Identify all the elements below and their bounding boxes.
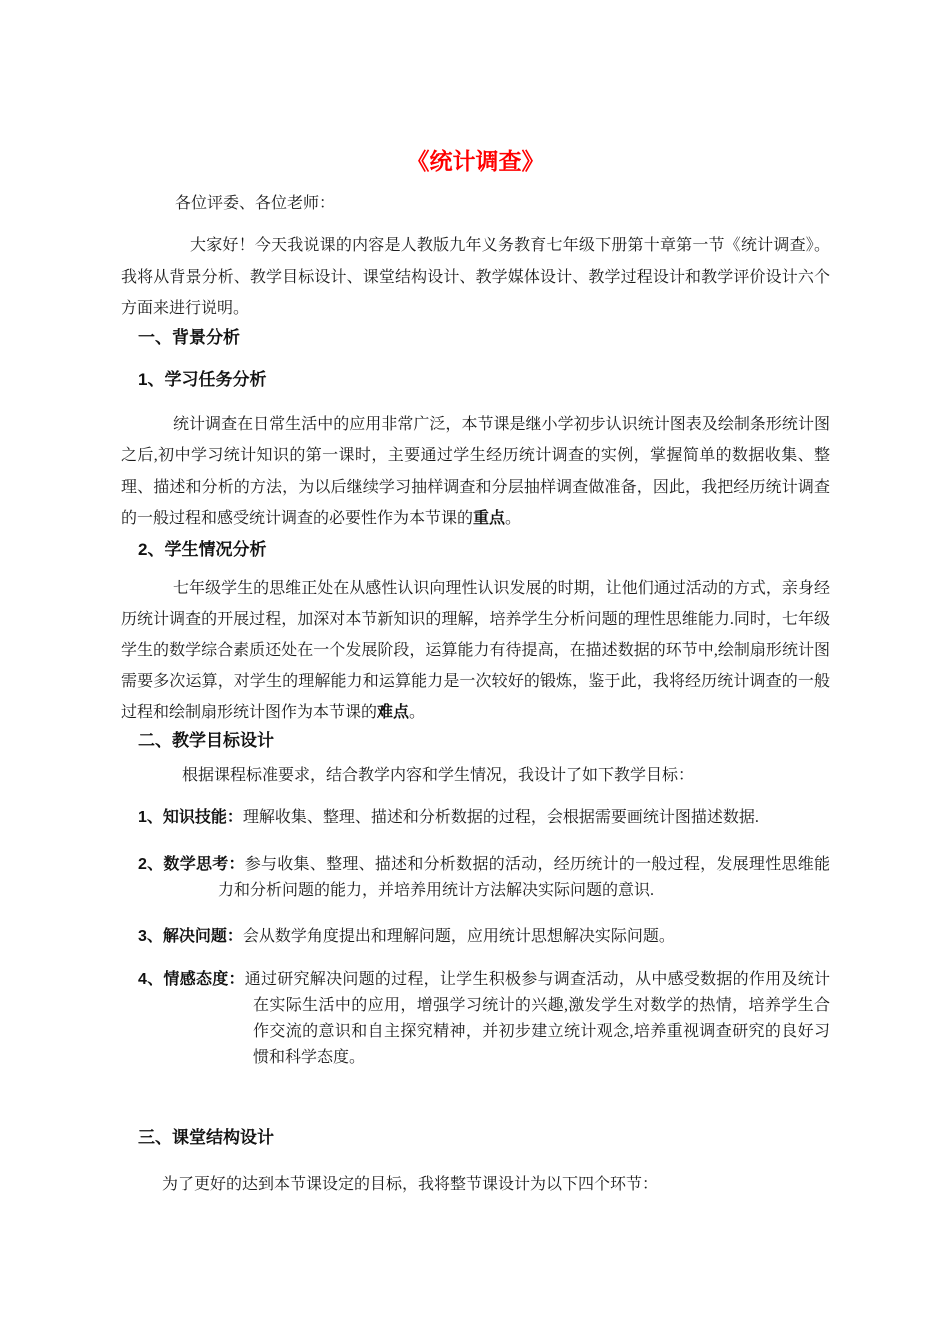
greeting-line: 各位评委、各位老师： — [175, 195, 336, 212]
emphasis-key-point: 重点 — [473, 510, 506, 527]
student-analysis-suffix: 。 — [409, 703, 426, 721]
objective-item-math-thinking — [121, 852, 830, 904]
objective-label: 4、情感态度： — [138, 971, 245, 988]
objective-label: 1、知识技能： — [138, 809, 243, 826]
task-analysis-text: 统计调查在日常生活中的应用非常广泛，本节课是继小学初步认识统计图表及绘制条形统计图之后,初中学习统计知识的第一课时，主要通过学生经历统计调查的实例，掌握简单的数据收集、整理、描述和分析的方法，为以后继续学习抽样调查和分层抽样调查做准备，因此，我把经历统计调查的一般过程和感受统计调查的必要性作为本节课的 — [121, 415, 830, 527]
student-analysis-text: 七年级学生的思维正处在从感性认识向理性认识发展的时期，让他们通过活动的方式，亲身经历统计调查的开展过程，加深对本节新知识的理解，培养学生分析问题的理性思维能力.同时，七年级学生的数学综合素质还处在一个发展阶段，运算能力有待提高，在描述数据的环节中,绘制扇形统计图需要多次运算，对学生的理解能力和运算能力是一次较好的锻炼，鉴于此，我将经历统计调查的一般过程和绘制扇形统计图作为本节课的 — [121, 579, 830, 721]
objective-label: 2、数学思考： — [138, 856, 245, 873]
objective-label: 3、解决问题： — [138, 928, 243, 945]
intro-paragraph: 大家好！今天我说课的内容是人教版九年义务教育七年级下册第十章第一节《统计调查》。我将从背景分析、教学目标设计、课堂结构设计、教学媒体设计、教学过程设计和教学评价设计六个方面来进行说明。 — [121, 237, 830, 317]
task-analysis-paragraph — [121, 409, 830, 535]
objectives-intro: 根据课程标准要求，结合教学内容和学生情况，我设计了如下教学目标： — [182, 766, 695, 784]
objective-item-knowledge — [121, 805, 830, 831]
section-heading-background: 一、背景分析 — [138, 327, 240, 347]
objective-text: 参与收集、整理、描述和分析数据的活动，经历统计的一般过程，发展理性思维能力和分析问题的能力，并培养用统计方法解决实际问题的意识. — [218, 856, 830, 899]
objective-text: 理解收集、整理、描述和分析数据的过程，会根据需要画统计图描述数据. — [242, 809, 759, 826]
structure-intro: 为了更好的达到本节课设定的目标，我将整节课设计为以下四个环节： — [162, 1176, 659, 1193]
subheading-student-analysis: 2、学生情况分析 — [138, 539, 267, 559]
document-title: 《统计调查》 — [406, 148, 545, 174]
objective-text: 会从数学角度提出和理解问题，应用统计思想解决实际问题。 — [242, 928, 675, 945]
objective-item-problem-solving — [121, 924, 830, 950]
objective-item-affect-attitude — [121, 967, 830, 1071]
section-heading-structure: 三、课堂结构设计 — [138, 1128, 274, 1147]
subheading-task-analysis: 1、学习任务分析 — [138, 369, 267, 389]
objective-text: 通过研究解决问题的过程，让学生积极参与调查活动，从中感受数据的作用及统计在实际生活中的应用，增强学习统计的兴趣,激发学生对数学的热情，培养学生合作交流的意识和自主探究精神，并初步建立统计观念,培养重视调查研究的良好习惯和科学态度。 — [244, 971, 830, 1066]
student-analysis-paragraph — [121, 573, 830, 728]
section-heading-objectives: 二、教学目标设计 — [138, 730, 274, 750]
emphasis-difficult-point: 难点 — [377, 703, 410, 721]
task-analysis-suffix: 。 — [505, 510, 522, 527]
